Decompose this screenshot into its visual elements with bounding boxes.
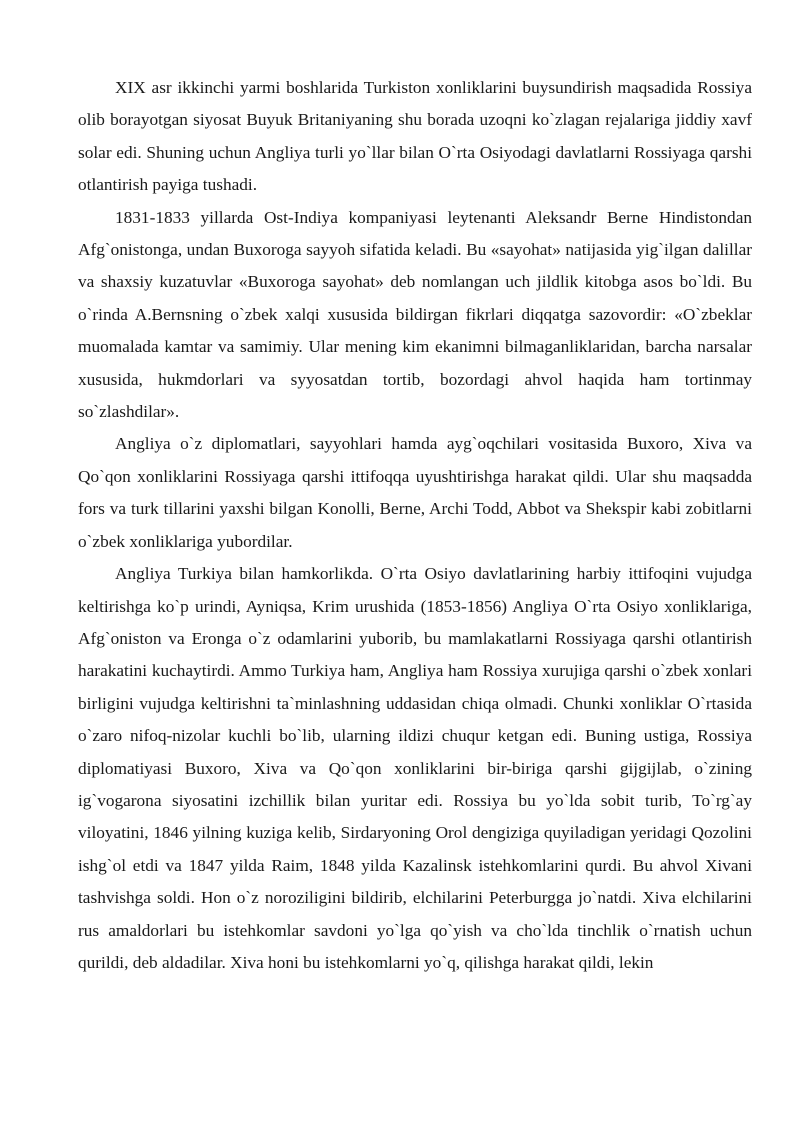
paragraph-1: XIX asr ikkinchi yarmi boshlarida Turkiston xonliklarini buysundirish maqsadida Rossiya olib borayotgan siyosat Buyuk Britaniyaning shu borada uzoqni ko`zlagan rejalariga jiddiy xavf solar edi. Shuning uchun Angliya turli yo`llar bilan O`rta Osiyodagi davlatlarni Rossiyaga qarshi otlantirish payiga tushadi.	[78, 78, 752, 195]
paragraph-3: Angliya o`z diplomatlari, sayyohlari hamda ayg`oqchilari vositasida Buxoro, Xiva va Qo`qon xonliklarini Rossiyaga qarshi ittifoqqa uyushtirishga harakat qildi. Ular shu maqsadda fors va turk tillarini yaxshi bilgan Konolli, Berne, Archi Todd, Abbot va Shekspir kabi zobitlarni o`zbek xonliklariga yubordilar.	[78, 434, 752, 551]
paragraph-4: Angliya Turkiya bilan hamkorlikda. O`rta Osiyo davlatlarining harbiy ittifoqini vujudga keltirishga ko`p urindi, Ayniqsa, Krim urushida (1853-1856) Angliya O`rta Osiyo xonliklariga, Afg`oniston va Eronga o`z odamlarini yuborib, bu mamlakatlarni Rossiyaga qarshi otlantirish harakatini kuchaytirdi. Ammo Turkiya ham, Angliya ham Rossiya xurujiga qarshi o`zbek xonlari birligini vujudga keltirishni ta`minlashning uddasidan chiqa olmadi. Chunki xonliklar O`rtasida o`zaro nifoq-nizolar kuchli bo`lib, ularning ildizi chuqur ketgan edi. Buning ustiga, Rossiya diplomatiyasi Buxoro, Xiva va Qo`qon xonliklarini bir-biriga qarshi gijgijlab, o`zining ig`vogarona siyosatini izchillik bilan yuritar edi. Rossiya bu yo`lda sobit turib, To`rg`ay viloyatini, 1846 yilning kuziga kelib, Sirdaryoning Orol dengiziga quyiladigan yeridagi Qozolini ishg`ol etdi va 1847 yilda Raim, 1848 yilda Kazalinsk istehkomlarini qurdi. Bu ahvol Xivani tashvishga soldi. Hon o`z noroziligini bildirib, elchilarini Peterburgga jo`natdi. Xiva elchilarini rus amaldorlari bu istehkomlar savdoni yo`lga qo`yish va cho`lda tinchlik o`rnatish uchun qurildi, deb aldadilar. Xiva honi bu istehkomlarni yo`q, qilishga harakat qildi, lekin	[78, 564, 752, 972]
paragraph-2: 1831-1833 yillarda Ost-Indiya kompaniyasi leytenanti Aleksandr Berne Hindistondan Afg`onistonga, undan Buxoroga sayyoh sifatida keladi. Bu «sayohat» natijasida yig`ilgan dalillar va shaxsiy kuzatuvlar «Buxoroga sayohat» deb nomlangan uch jildlik kitobga asos bo`ldi. Bu o`rinda A.Bernsning o`zbek xalqi xususida bildirgan fikrlari diqqatga sazovordir: «O`zbeklar muomalada kamtar va samimiy. Ular mening kim ekanimni bilmaganliklaridan, barcha narsalar xususida, hukmdorlari va syyosatdan tortib, bozordagi ahvol haqida ham tortinmay so`zlashdilar».	[78, 207, 752, 422]
document-page	[78, 72, 752, 979]
